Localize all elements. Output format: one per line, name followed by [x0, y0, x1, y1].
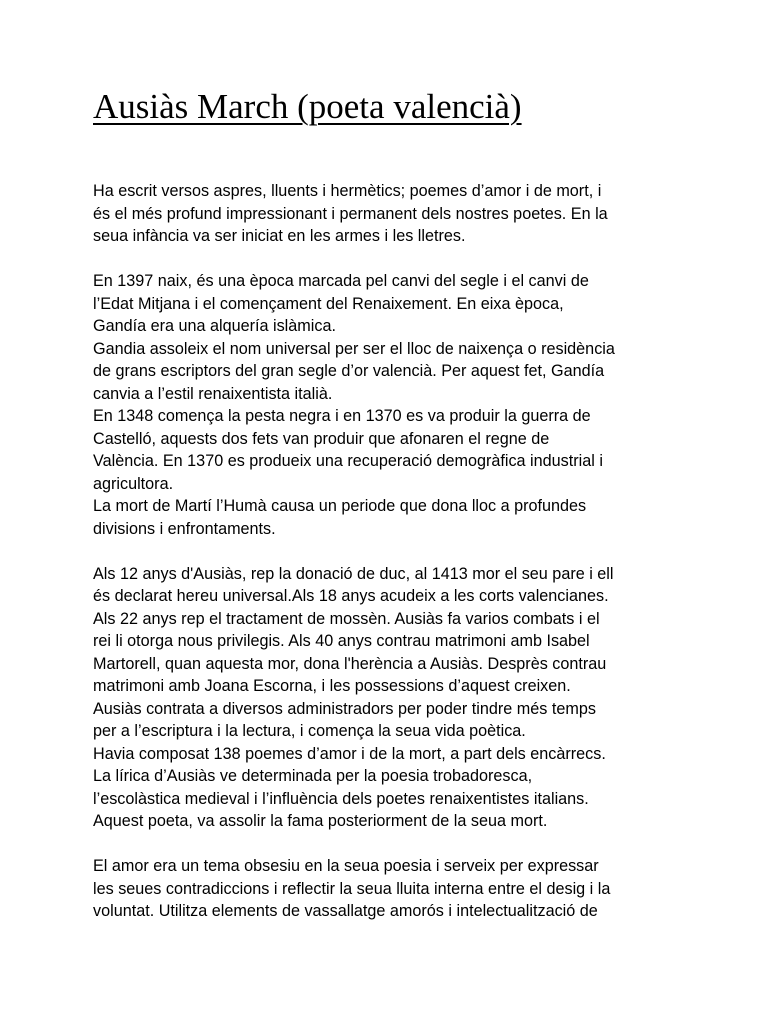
text-line: La mort de Martí l’Humà causa un periode que dona lloc a profundes: [93, 497, 587, 515]
document-body: [93, 180, 683, 945]
text-line: València. En 1370 es produeix una recuperació demogràfica industrial i: [93, 452, 603, 470]
text-line: divisions i enfrontaments.: [93, 519, 276, 538]
text-line: En 1397 naix, és una època marcada pel canvi del segle i el canvi de: [93, 272, 589, 290]
text-line: voluntat. Utilitza elements de vassallatge amorós i intelectualització de: [93, 902, 598, 920]
text-line: és declarat hereu universal.Als 18 anys acudeix a les corts valencianes.: [93, 587, 609, 605]
text-line: de grans escriptors del gran segle d’or valencià. Per aquest fet, Gandía: [93, 362, 605, 380]
text-line: canvia a l’estil renaixentista italià.: [93, 384, 333, 403]
text-line: Havia composat 138 poemes d’amor i de la mort, a part dels encàrrecs.: [93, 744, 606, 763]
text-line: l’escolàstica medieval i l’influència dels poetes renaixentistes italians.: [93, 789, 589, 808]
text-line: Ha escrit versos aspres, lluents i hermètics; poemes d’amor i de mort, i: [93, 182, 602, 200]
text-line: Als 12 anys d'Ausiàs, rep la donació de duc, al 1413 mor el seu pare i ell: [93, 564, 614, 583]
text-line: Als 22 anys rep el tractament de mossèn. Ausiàs fa varios combats i el: [93, 609, 600, 628]
text-line: les seues contradiccions i reflectir la seua lluita interna entre el desig i la: [93, 879, 611, 898]
text-line: En 1348 comença la pesta negra i en 1370 es va produir la guerra de: [93, 407, 591, 425]
text-line: matrimoni amb Joana Escorna, i les possessions d’aquest creixen.: [93, 677, 571, 695]
text-line: agricultora.: [93, 474, 174, 493]
text-line: El amor era un tema obsesiu en la seua poesia i serveix per expressar: [93, 857, 599, 875]
paragraph-1: [93, 180, 683, 248]
text-line: Ausiàs contrata a diversos administradors per poder tindre més temps: [93, 699, 596, 718]
paragraph-4: [93, 855, 683, 923]
text-line: és el més profund impressionant i permanent dels nostres poetes. En la: [93, 204, 608, 223]
text-line: Gandia assoleix el nom universal per ser el lloc de naixença o residència: [93, 339, 615, 358]
document-title: Ausiàs March (poeta valencià): [93, 87, 522, 126]
text-line: l’Edat Mitjana i el començament del Renaixement. En eixa època,: [93, 294, 564, 313]
text-line: Aquest poeta, va assolir la fama posteriorment de la seua mort.: [93, 812, 548, 830]
paragraph-2: [93, 270, 683, 540]
text-line: Gandía era una alquería islàmica.: [93, 317, 336, 335]
text-line: La lírica d’Ausiàs ve determinada per la poesia trobadoresca,: [93, 767, 533, 785]
text-line: per a l’escriptura i la lectura, i comença la seua vida poètica.: [93, 722, 526, 740]
paragraph-3: [93, 563, 683, 833]
text-line: rei li otorga nous privilegis. Als 40 anys contrau matrimoni amb Isabel: [93, 632, 590, 650]
text-line: Martorell, quan aquesta mor, dona l'herència a Ausiàs. Desprès contrau: [93, 654, 607, 673]
text-line: seua infància va ser iniciat en les armes i les lletres.: [93, 227, 466, 245]
text-line: Castelló, aquests dos fets van produir que afonaren el regne de: [93, 429, 550, 448]
